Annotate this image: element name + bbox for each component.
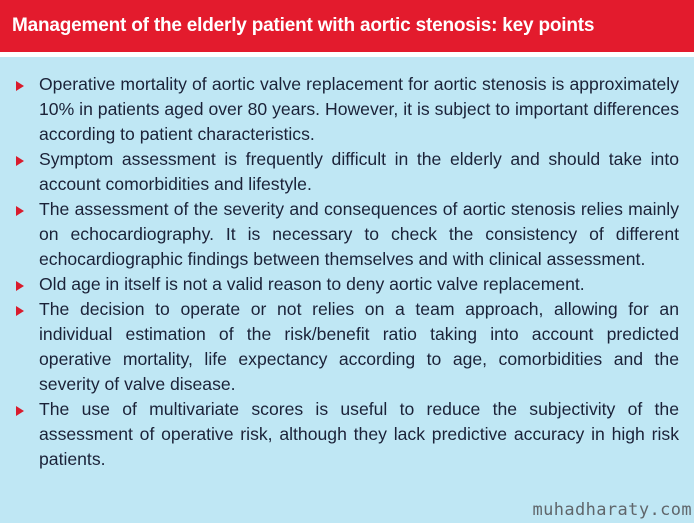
triangle-bullet-icon: [14, 297, 28, 322]
key-point-text: The decision to operate or not relies on a team approach, allowing for an individual estimation of the risk/benefit ratio taking into account predicted operative mortality, life expectancy according to age, comorbidities and the severity of valve disease.: [39, 299, 679, 394]
key-point-item: [0, 72, 679, 147]
key-point-text: The assessment of the severity and consequences of aortic stenosis relies mainly on echocardiography. It is necessary to check the consistency of different echocardiographic findings between themselves and with clinical assessment.: [39, 199, 679, 269]
key-point-text: Old age in itself is not a valid reason to deny aortic valve replacement.: [39, 274, 585, 294]
key-point-item: [0, 147, 679, 197]
key-point-text: The use of multivariate scores is useful to reduce the subjectivity of the assessment of operative risk, although they lack predictive accuracy in high risk patients.: [39, 399, 679, 469]
key-point-item: [0, 397, 679, 472]
key-point-item: [0, 197, 679, 272]
key-point-text: Operative mortality of aortic valve replacement for aortic stenosis is approximately 10% in patients aged over 80 years. However, it is subject to important differences according to patient characteristics.: [39, 74, 679, 144]
key-point-item: [0, 272, 679, 297]
slide-title: Management of the elderly patient with aortic stenosis: key points: [12, 15, 595, 36]
site-watermark: muhadharaty.com: [532, 500, 692, 520]
key-point-item: [0, 297, 679, 397]
triangle-bullet-icon: [14, 197, 28, 222]
triangle-bullet-icon: [14, 397, 28, 422]
triangle-bullet-icon: [14, 272, 28, 297]
key-point-text: Symptom assessment is frequently difficult in the elderly and should take into account comorbidities and lifestyle.: [39, 149, 679, 194]
key-points-list: [0, 72, 694, 472]
key-points-panel: [0, 72, 694, 502]
triangle-bullet-icon: [14, 72, 28, 97]
triangle-bullet-icon: [14, 147, 28, 172]
title-bar: [0, 0, 694, 57]
